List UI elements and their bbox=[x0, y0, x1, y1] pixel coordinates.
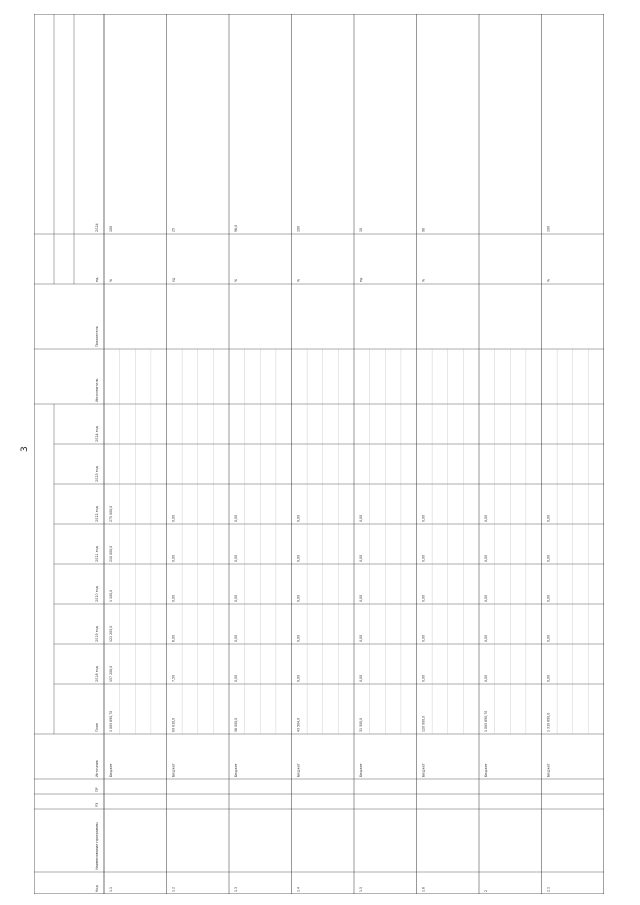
table-cell-budget_2022: 0,00 bbox=[484, 514, 488, 522]
table-cell-budget_2020: 1 100,0 bbox=[109, 589, 113, 602]
table-cell-budget_2020: 0,00 bbox=[484, 594, 488, 602]
table-cell-budget_2020: 0,00 bbox=[234, 594, 238, 602]
table-cell-budget_2021: 0,00 bbox=[421, 554, 426, 562]
table-cell-source: Бюджет bbox=[359, 763, 363, 777]
table-cell-budget_2018: 0,00 bbox=[546, 674, 551, 682]
table-cell-target: 98 bbox=[421, 227, 426, 232]
table-cell-target: 10 bbox=[359, 227, 363, 232]
table-cell-code: 2.1 bbox=[546, 886, 551, 892]
table-cell-target: 100 bbox=[296, 225, 301, 232]
table-cell-budget_2019: 6,00 bbox=[171, 634, 176, 642]
table-cell-budget_2018: 0,00 bbox=[359, 674, 363, 682]
column-header-budget_2021: 2021 год bbox=[95, 546, 99, 562]
table-cell-unit: % bbox=[109, 278, 113, 282]
table-cell-budget_2022: 0,00 bbox=[234, 514, 238, 522]
table-cell-budget_2018: 7,50 bbox=[171, 674, 176, 682]
table-cell-budget_2018: 0,00 bbox=[484, 674, 488, 682]
table-cell-budget_2019: 0,00 bbox=[359, 634, 363, 642]
table-cell-budget_2021: 0,00 bbox=[546, 554, 551, 562]
table-cell-code: 1.1 bbox=[109, 886, 113, 892]
table-cell-budget_2018: 0,00 bbox=[296, 674, 301, 682]
table-cell-target: 100 bbox=[546, 225, 551, 232]
column-header-budget_2019: 2019 год bbox=[95, 626, 99, 642]
table-cell-budget_plan: 56 000,0 bbox=[234, 717, 238, 732]
table-cell-budget_2018: 0,00 bbox=[421, 674, 426, 682]
table-cell-source: Бюджет bbox=[421, 763, 426, 777]
table-cell-budget_plan: 1 310 690,0 bbox=[546, 712, 551, 732]
table-cell-budget_2021: 0,00 bbox=[484, 554, 488, 562]
table-cell-budget_2022: 0,00 bbox=[296, 514, 301, 522]
table-cell-unit: % bbox=[421, 278, 426, 282]
table-cell-budget_2019: 0,00 bbox=[484, 634, 488, 642]
table-cell-budget_plan: 1 085 690,70 bbox=[109, 710, 113, 732]
column-header-code: Код bbox=[95, 885, 99, 892]
table-cell-budget_2018: 0,00 bbox=[234, 674, 238, 682]
table-cell-code: 1.4 bbox=[296, 886, 301, 892]
table-cell-budget_2022: 0,00 bbox=[546, 514, 551, 522]
column-header-rz: РЗ bbox=[95, 802, 99, 807]
table-cell-budget_2020: 0,00 bbox=[359, 594, 363, 602]
table-cell-source: Бюджет bbox=[171, 763, 176, 777]
column-header-budget_2024: 2024 год bbox=[95, 426, 99, 442]
column-header-budget_2018: 2018 год bbox=[95, 666, 99, 682]
table-cell-source: Бюджет bbox=[109, 763, 113, 777]
column-header-indicator: Показатель bbox=[95, 326, 99, 347]
table-cell-budget_2020: 0,00 bbox=[546, 594, 551, 602]
table-cell-budget_2019: 0,00 bbox=[421, 634, 426, 642]
table-cell-budget_2022: 0,00 bbox=[171, 514, 176, 522]
table-cell-budget_2021: 0,00 bbox=[171, 554, 176, 562]
table-svg bbox=[34, 14, 604, 894]
table-cell-budget_2019: 0,00 bbox=[546, 634, 551, 642]
table-cell-code: 2 bbox=[484, 889, 488, 892]
rotated-table-sheet bbox=[34, 14, 604, 894]
table-cell-budget_2020: 0,00 bbox=[171, 594, 176, 602]
page-number: 3 bbox=[20, 446, 30, 452]
table-cell-budget_plan: 1 085 690,70 bbox=[484, 710, 488, 732]
table-cell-budget_2022: 0,00 bbox=[359, 514, 363, 522]
rotated-table-group bbox=[34, 14, 604, 894]
table-cell-budget_2021: 210 000,0 bbox=[109, 545, 113, 562]
table-cell-target: 96,0 bbox=[234, 224, 238, 232]
table-cell-target: 100 bbox=[109, 225, 113, 232]
table-cell-unit: % bbox=[546, 278, 551, 282]
table-cell-unit: % bbox=[296, 278, 301, 282]
table-cell-budget_2021: 0,00 bbox=[296, 554, 301, 562]
column-header-name: Наименование программы bbox=[95, 822, 99, 870]
table-cell-budget_plan: 31 500,0 bbox=[359, 717, 363, 732]
table-cell-source: Бюджет bbox=[296, 763, 301, 777]
table-cell-unit: ед. bbox=[171, 276, 176, 282]
table-cell-budget_2019: 121 205,0 bbox=[109, 625, 113, 642]
table-cell-budget_2020: 0,00 bbox=[421, 594, 426, 602]
table-cell-budget_plan: 43 504,0 bbox=[296, 717, 301, 732]
column-header-budget_plan: План bbox=[95, 722, 99, 732]
table-cell-budget_2021: 0,00 bbox=[234, 554, 238, 562]
table-cell-target: 25 bbox=[171, 227, 176, 232]
table-cell-code: 1.5 bbox=[359, 886, 363, 892]
column-header-pr: ПР bbox=[95, 787, 99, 792]
column-header-unit: ед. bbox=[95, 276, 99, 282]
table-cell-budget_plan: 89 810,0 bbox=[171, 717, 176, 732]
table-cell-budget_2019: 0,00 bbox=[234, 634, 238, 642]
table-cell-code: 1.2 bbox=[171, 886, 176, 892]
column-header-source: Источник bbox=[95, 760, 99, 777]
table-cell-unit: ед. bbox=[359, 276, 363, 282]
table-cell-code: 1.6 bbox=[421, 886, 426, 892]
table-cell-budget_2020: 0,00 bbox=[296, 594, 301, 602]
table-cell-budget_2022: 275 000,0 bbox=[109, 505, 113, 522]
table-cell-source: Бюджет bbox=[484, 763, 488, 777]
table-cell-unit: % bbox=[234, 278, 238, 282]
table-cell-source: Бюджет bbox=[234, 763, 238, 777]
table-cell-code: 1.3 bbox=[234, 886, 238, 892]
table-cell-budget_2019: 0,00 bbox=[296, 634, 301, 642]
column-header-budget_2020: 2020 год bbox=[95, 586, 99, 602]
column-header-budget_2022: 2022 год bbox=[95, 506, 99, 522]
table-cell-budget_plan: 120 000,0 bbox=[421, 715, 426, 732]
table-cell-source: Бюджет bbox=[546, 763, 551, 777]
column-header-budget_2023: 2023 год bbox=[95, 466, 99, 482]
table-cell-budget_2021: 0,00 bbox=[359, 554, 363, 562]
table-cell-budget_2022: 0,00 bbox=[421, 514, 426, 522]
column-header-target: 2024 bbox=[95, 223, 99, 232]
column-header-responsible: Исполнитель bbox=[95, 378, 99, 402]
table-cell-budget_2018: 157 208,0 bbox=[109, 665, 113, 682]
